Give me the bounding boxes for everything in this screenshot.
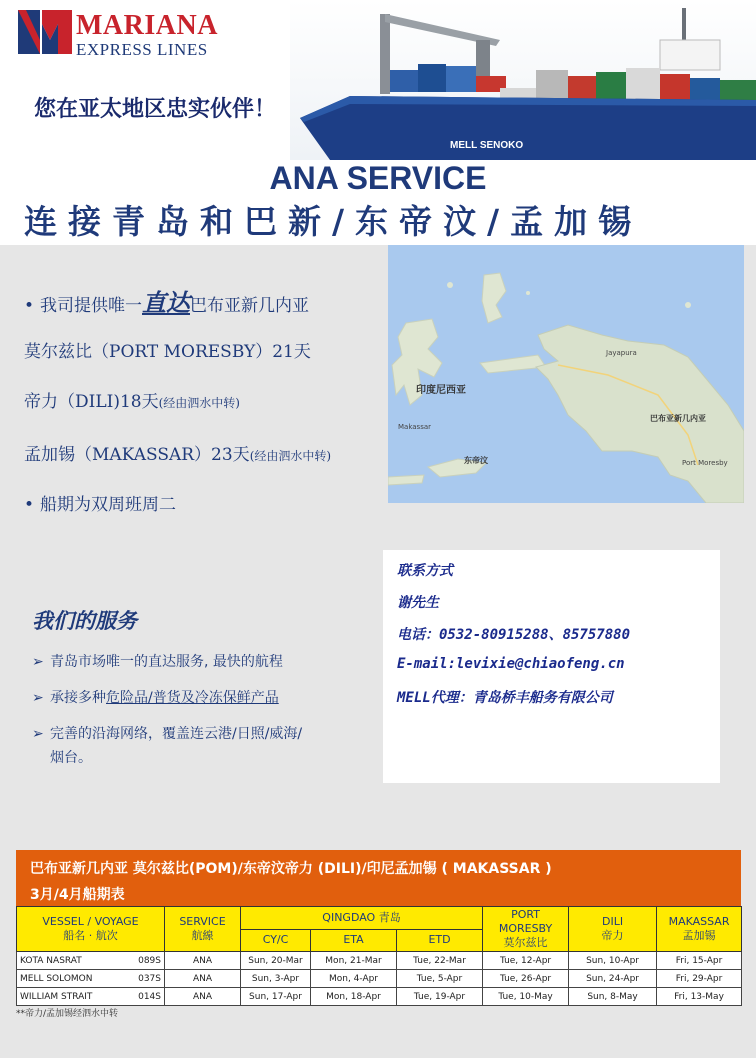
service-title: ANA SERVICE	[269, 160, 487, 196]
vessel-cell: WILLIAM STRAIT 014S	[17, 988, 165, 1006]
col-qingdao: QINGDAO 青岛	[241, 907, 483, 930]
pom-cell: Tue, 26-Apr	[483, 970, 569, 988]
region-map	[388, 245, 744, 503]
map-label-makassar: Makassar	[398, 423, 432, 431]
service-cell: ANA	[165, 952, 241, 970]
logo-mark-icon	[18, 10, 72, 54]
schedule-table	[16, 906, 742, 1006]
bullet: •	[24, 495, 35, 515]
makassar-cell: Fri, 15-Apr	[657, 952, 742, 970]
eta-cell: Mon, 18-Apr	[311, 988, 397, 1006]
schedule-footnote: **帝力/孟加锡经泗水中转	[16, 1009, 119, 1019]
feature-text: 船期为双周班周二	[40, 495, 176, 515]
contact-name: 谢先生	[397, 595, 439, 611]
col-port-moresby: PORT MORESBY 莫尔兹比	[483, 907, 569, 952]
eta-cell: Mon, 4-Apr	[311, 970, 397, 988]
contact-box	[383, 550, 720, 783]
service-item-underlined: 危险品/普货及冷冻保鲜产品	[106, 690, 279, 706]
map-label-indonesia: 印度尼西亚	[416, 385, 466, 396]
feature-dili	[24, 387, 240, 412]
col-etd: ETD	[397, 929, 483, 952]
vessel-cell: MELL SOLOMON 037S	[17, 970, 165, 988]
map-label-timor: 东帝汶	[464, 456, 488, 465]
feature-schedule	[24, 490, 176, 515]
contact-title: 联系方式	[397, 563, 453, 579]
arrow-icon: ➢	[32, 654, 44, 670]
header-banner	[0, 0, 756, 245]
company-logo	[18, 8, 218, 59]
pom-cell: Tue, 10-May	[483, 988, 569, 1006]
makassar-cell: Fri, 29-Apr	[657, 970, 742, 988]
table-row	[17, 970, 742, 988]
makassar-cell: Fri, 13-May	[657, 988, 742, 1006]
schedule-subtitle: 3月/4月船期表	[30, 887, 125, 903]
col-cyc: CY/C	[241, 929, 311, 952]
bullet: •	[24, 296, 35, 316]
feature-text: 我司提供唯一	[40, 296, 142, 316]
col-service: SERVICE 航線	[165, 907, 241, 952]
col-makassar: MAKASSAR 孟加锡	[657, 907, 742, 952]
table-row	[17, 988, 742, 1006]
etd-cell: Tue, 19-Apr	[397, 988, 483, 1006]
feature-text: 巴布亚新几内亚	[190, 296, 309, 316]
pom-cell: Tue, 12-Apr	[483, 952, 569, 970]
container-ship-image	[290, 0, 756, 160]
logo-name: MARIANA	[76, 10, 218, 41]
contact-agent: MELL代理：青岛桥丰船务有限公司	[397, 690, 613, 706]
map-label-png: 巴布亚新几内亚	[650, 414, 706, 423]
service-item-text: 青岛市场唯一的直达服务, 最快的航程	[50, 654, 283, 670]
cyc-cell: Sun, 3-Apr	[241, 970, 311, 988]
cyc-cell: Sun, 17-Apr	[241, 988, 311, 1006]
col-eta: ETA	[311, 929, 397, 952]
eta-cell: Mon, 21-Mar	[311, 952, 397, 970]
feature-text: 帝力（DILI)18天	[24, 392, 159, 412]
feature-direct-word: 直达	[142, 288, 190, 317]
service-item-text: 完善的沿海网络，覆盖连云港/日照/威海/	[50, 726, 303, 742]
service-item	[32, 650, 283, 674]
dili-cell: Sun, 24-Apr	[569, 970, 657, 988]
service-item	[32, 686, 279, 710]
cyc-cell: Sun, 20-Mar	[241, 952, 311, 970]
services-title: 我们的服务	[32, 609, 137, 633]
schedule-header	[16, 850, 741, 906]
service-item-text: 烟台。	[50, 750, 92, 766]
arrow-icon: ➢	[32, 726, 44, 742]
feature-note: (经由泗水中转)	[158, 396, 240, 410]
map-label-port-moresby: Port Moresby	[682, 459, 728, 467]
feature-direct-service	[24, 283, 309, 318]
arrow-icon: ➢	[32, 690, 44, 706]
contact-email[interactable]: E-mail:levixie@chiaofeng.cn	[397, 656, 625, 672]
feature-text: 孟加锡（MAKASSAR）23天	[24, 445, 250, 465]
vessel-cell: KOTA NASRAT 089S	[17, 952, 165, 970]
slogan: 您在亚太地区忠实伙伴！	[34, 97, 277, 122]
dili-cell: Sun, 8-May	[569, 988, 657, 1006]
feature-port-moresby: 莫尔兹比（PORT MORESBY）21天	[24, 342, 311, 362]
service-cell: ANA	[165, 970, 241, 988]
logo-tagline: EXPRESS LINES	[76, 40, 208, 59]
contact-phone: 电话：0532-80915288、85757880	[397, 627, 631, 643]
feature-makassar	[24, 440, 331, 465]
col-vessel: VESSEL / VOYAGE 船名 · 航次	[17, 907, 165, 952]
table-row	[17, 952, 742, 970]
service-item-text: 承接多种	[50, 690, 106, 706]
feature-note: (经由泗水中转)	[249, 449, 332, 463]
schedule-title: 巴布亚新几内亚 莫尔兹比(POM)/东帝汶帝力 (DILI)/印尼孟加锡 ( MAKASSAR )	[30, 861, 552, 877]
dili-cell: Sun, 10-Apr	[569, 952, 657, 970]
col-dili: DILI 帝力	[569, 907, 657, 952]
svg-text:MELL SENOKO: MELL SENOKO	[450, 140, 524, 151]
service-item	[32, 722, 302, 770]
map-label-jayapura: Jayapura	[606, 349, 637, 357]
service-subtitle: 连接青岛和巴新/东帝汶/孟加锡	[24, 202, 643, 241]
etd-cell: Tue, 22-Mar	[397, 952, 483, 970]
etd-cell: Tue, 5-Apr	[397, 970, 483, 988]
service-cell: ANA	[165, 988, 241, 1006]
